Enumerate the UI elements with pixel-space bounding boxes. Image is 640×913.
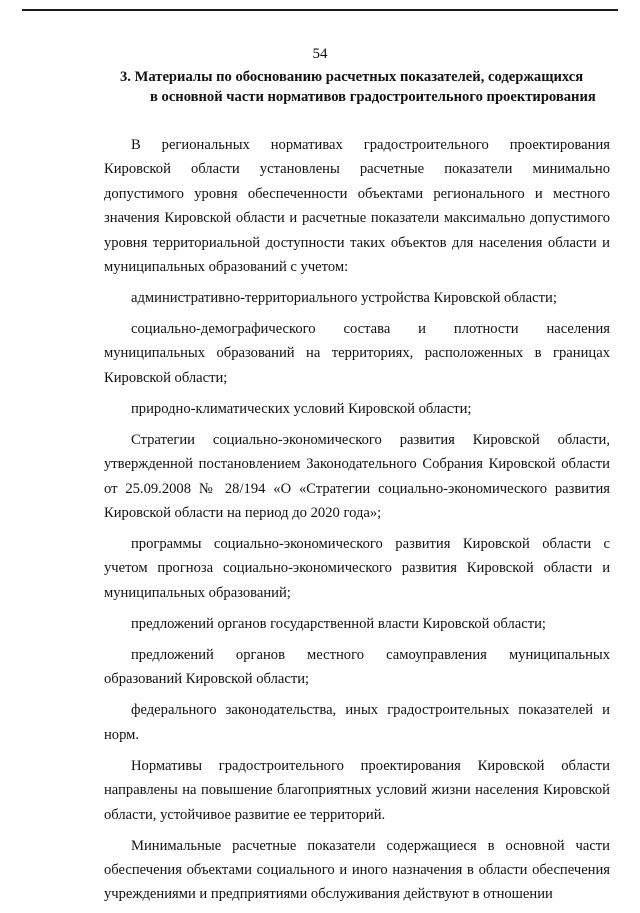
top-rule	[22, 9, 618, 11]
list-item-demographic: социально-демографического состава и плотности населения муниципальных образований на территориях, расположенных в границах Кировской области;	[104, 321, 610, 386]
paragraph-purpose: Нормативы градостроительного проектирования Кировской области направлены на повышение благоприятных условий жизни населения Кировской области, устойчивое развитие ее территорий.	[104, 757, 610, 823]
list-item-federal-law: федерального законодательства, иных градостроительных показателей и норм.	[104, 702, 610, 743]
section-heading-line-1: 3. Материалы по обоснованию расчетных показателей, содержащихся	[120, 69, 584, 85]
list-item-program: программы социально-экономического развития Кировской области с учетом прогноза социально-экономического развития Кировской области и муниципальных образований;	[104, 536, 610, 601]
page-number: 54	[312, 46, 328, 62]
section-heading	[120, 67, 614, 107]
list-item-strategy: Стратегии социально-экономического развития Кировской области, утвержденной постановлением Законодательного Собрания Кировской области от 25.09.2008 № 28/194 «О «Стратегии социально-экономического развития Кировской области на период до 2020 года»;	[104, 431, 610, 522]
body-text	[104, 133, 610, 913]
paragraph-minimum-indicators: Минимальные расчетные показатели содержащиеся в основной части обеспечения объектами социального и иного назначения в области обеспечения учреждениями и предприятиями обслуживания действуют в отношении	[104, 837, 610, 903]
list-item-climate: природно-климатических условий Кировской области;	[131, 400, 472, 417]
list-item-administrative: административно-территориального устройства Кировской области;	[131, 290, 557, 307]
list-item-local-government: предложений органов местного самоуправления муниципальных образований Кировской области;	[104, 646, 610, 688]
section-heading-line-2: в основной части нормативов градостроительного проектирования	[150, 89, 596, 105]
paragraph-intro: В региональных нормативах градостроительного проектирования Кировской области установлены расчетные показатели минимально допустимого уровня обеспеченности объектами регионального и местного значения Кировской области и расчетные показатели максимально допустимого уровня территориальной доступности таких объектов для населения области и муниципальных образований с учетом:	[104, 137, 610, 276]
list-item-state-authorities: предложений органов государственной власти Кировской области;	[131, 615, 546, 632]
